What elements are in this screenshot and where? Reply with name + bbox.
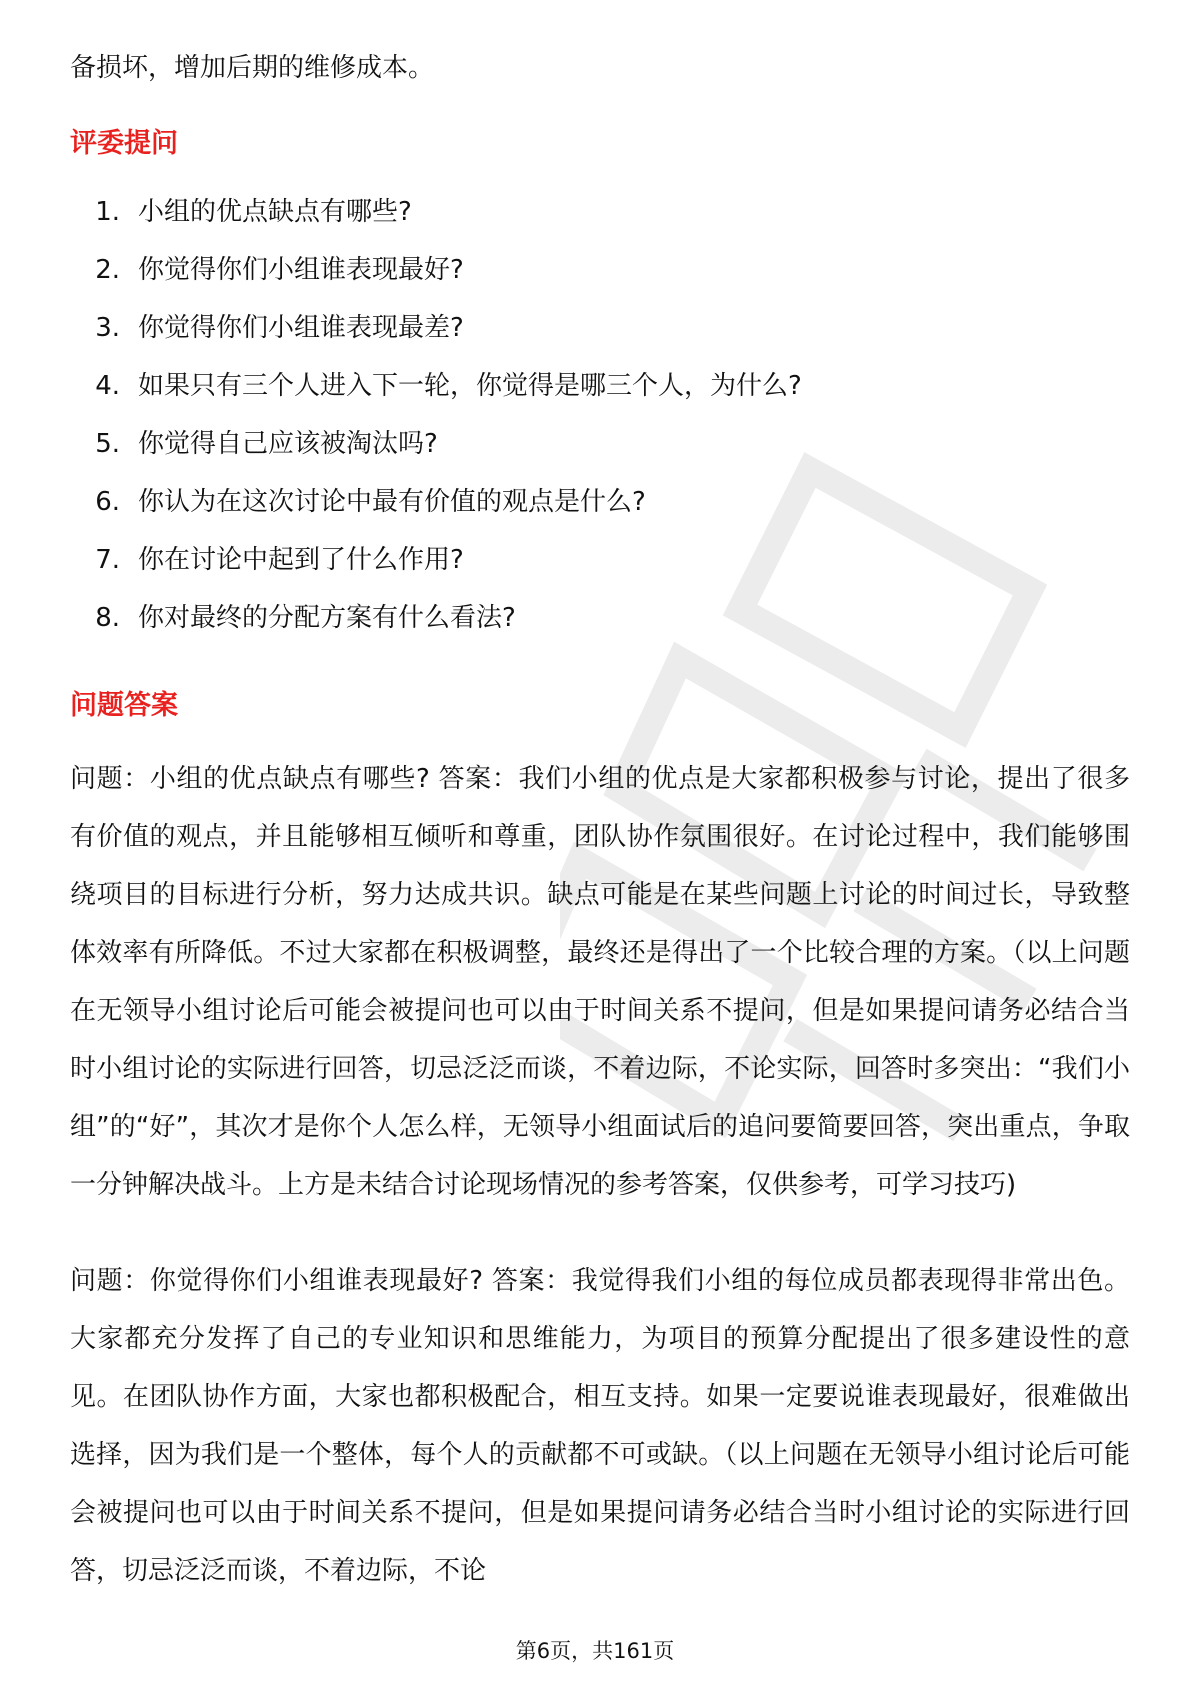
list-item xyxy=(70,540,1130,598)
list-item-number: 6. xyxy=(95,487,120,517)
list-item xyxy=(70,192,1130,250)
list-item-text: 小组的优点缺点有哪些? xyxy=(138,197,412,227)
answers-heading: 问题答案 xyxy=(70,690,178,721)
list-item-number: 7. xyxy=(95,545,120,575)
list-item xyxy=(70,598,1130,656)
list-item-number: 3. xyxy=(95,313,120,343)
list-item-number: 4. xyxy=(95,371,120,401)
question-list xyxy=(70,192,1130,656)
list-item-number: 8. xyxy=(95,603,120,633)
list-item xyxy=(70,482,1130,540)
list-item-number: 2. xyxy=(95,255,120,285)
list-item-text: 你在讨论中起到了什么作用? xyxy=(138,545,464,575)
list-item-number: 5. xyxy=(95,429,120,459)
list-item xyxy=(70,366,1130,424)
list-item-text: 你觉得你们小组谁表现最好? xyxy=(138,255,464,285)
list-item-text: 你觉得自己应该被淘汰吗? xyxy=(138,429,438,459)
list-item xyxy=(70,424,1130,482)
list-item-text: 你觉得你们小组谁表现最差? xyxy=(138,313,464,343)
list-item-number: 1. xyxy=(95,197,120,227)
questions-heading: 评委提问 xyxy=(70,128,178,159)
intro-line: 备损坏，增加后期的维修成本。 xyxy=(70,53,435,83)
answer-paragraph: 问题：你觉得你们小组谁表现最好? 答案：我觉得我们小组的每位成员都表现得非常出色。大家都充分发挥了自己的专业知识和思维能力，为项目的预算分配提出了很多建设性的意见。在团队协作方面，大家也都积极配合，相互支持。如果一定要说谁表现最好，很难做出选择，因为我们是一个整体，每个人的贡献都不可或缺。（以上问题在无领导小组讨论后可能会被提问也可以由于时间关系不提问，但是如果提问请务必结合当时小组讨论的实际进行回答，切忌泛泛而谈，不着边际，不论 xyxy=(70,1266,1130,1586)
list-item xyxy=(70,308,1130,366)
list-item-text: 如果只有三个人进入下一轮，你觉得是哪三个人，为什么? xyxy=(138,371,802,401)
list-item-text: 你对最终的分配方案有什么看法? xyxy=(138,603,516,633)
answer-paragraph: 问题：小组的优点缺点有哪些? 答案：我们小组的优点是大家都积极参与讨论，提出了很多有价值的观点，并且能够相互倾听和尊重，团队协作氛围很好。在讨论过程中，我们能够围绕项目的目标进行分析，努力达成共识。缺点可能是在某些问题上讨论的时间过长，导致整体效率有所降低。不过大家都在积极调整，最终还是得出了一个比较合理的方案。（以上问题在无领导小组讨论后可能会被提问也可以由于时间关系不提问，但是如果提问请务必结合当时小组讨论的实际进行回答，切忌泛泛而谈，不着边际，不论实际，回答时多突出：“我们小组”的“好”，其次才是你个人怎么样，无领导小组面试后的追问要简要回答，突出重点，争取一分钟解决战斗。上方是未结合讨论现场情况的参考答案，仅供参考，可学习技巧) xyxy=(70,764,1130,1200)
list-item-text: 你认为在这次讨论中最有价值的观点是什么? xyxy=(138,487,646,517)
page-footer: 第6页，共161页 xyxy=(515,1639,675,1663)
list-item xyxy=(70,250,1130,308)
page-content xyxy=(70,48,1130,1600)
